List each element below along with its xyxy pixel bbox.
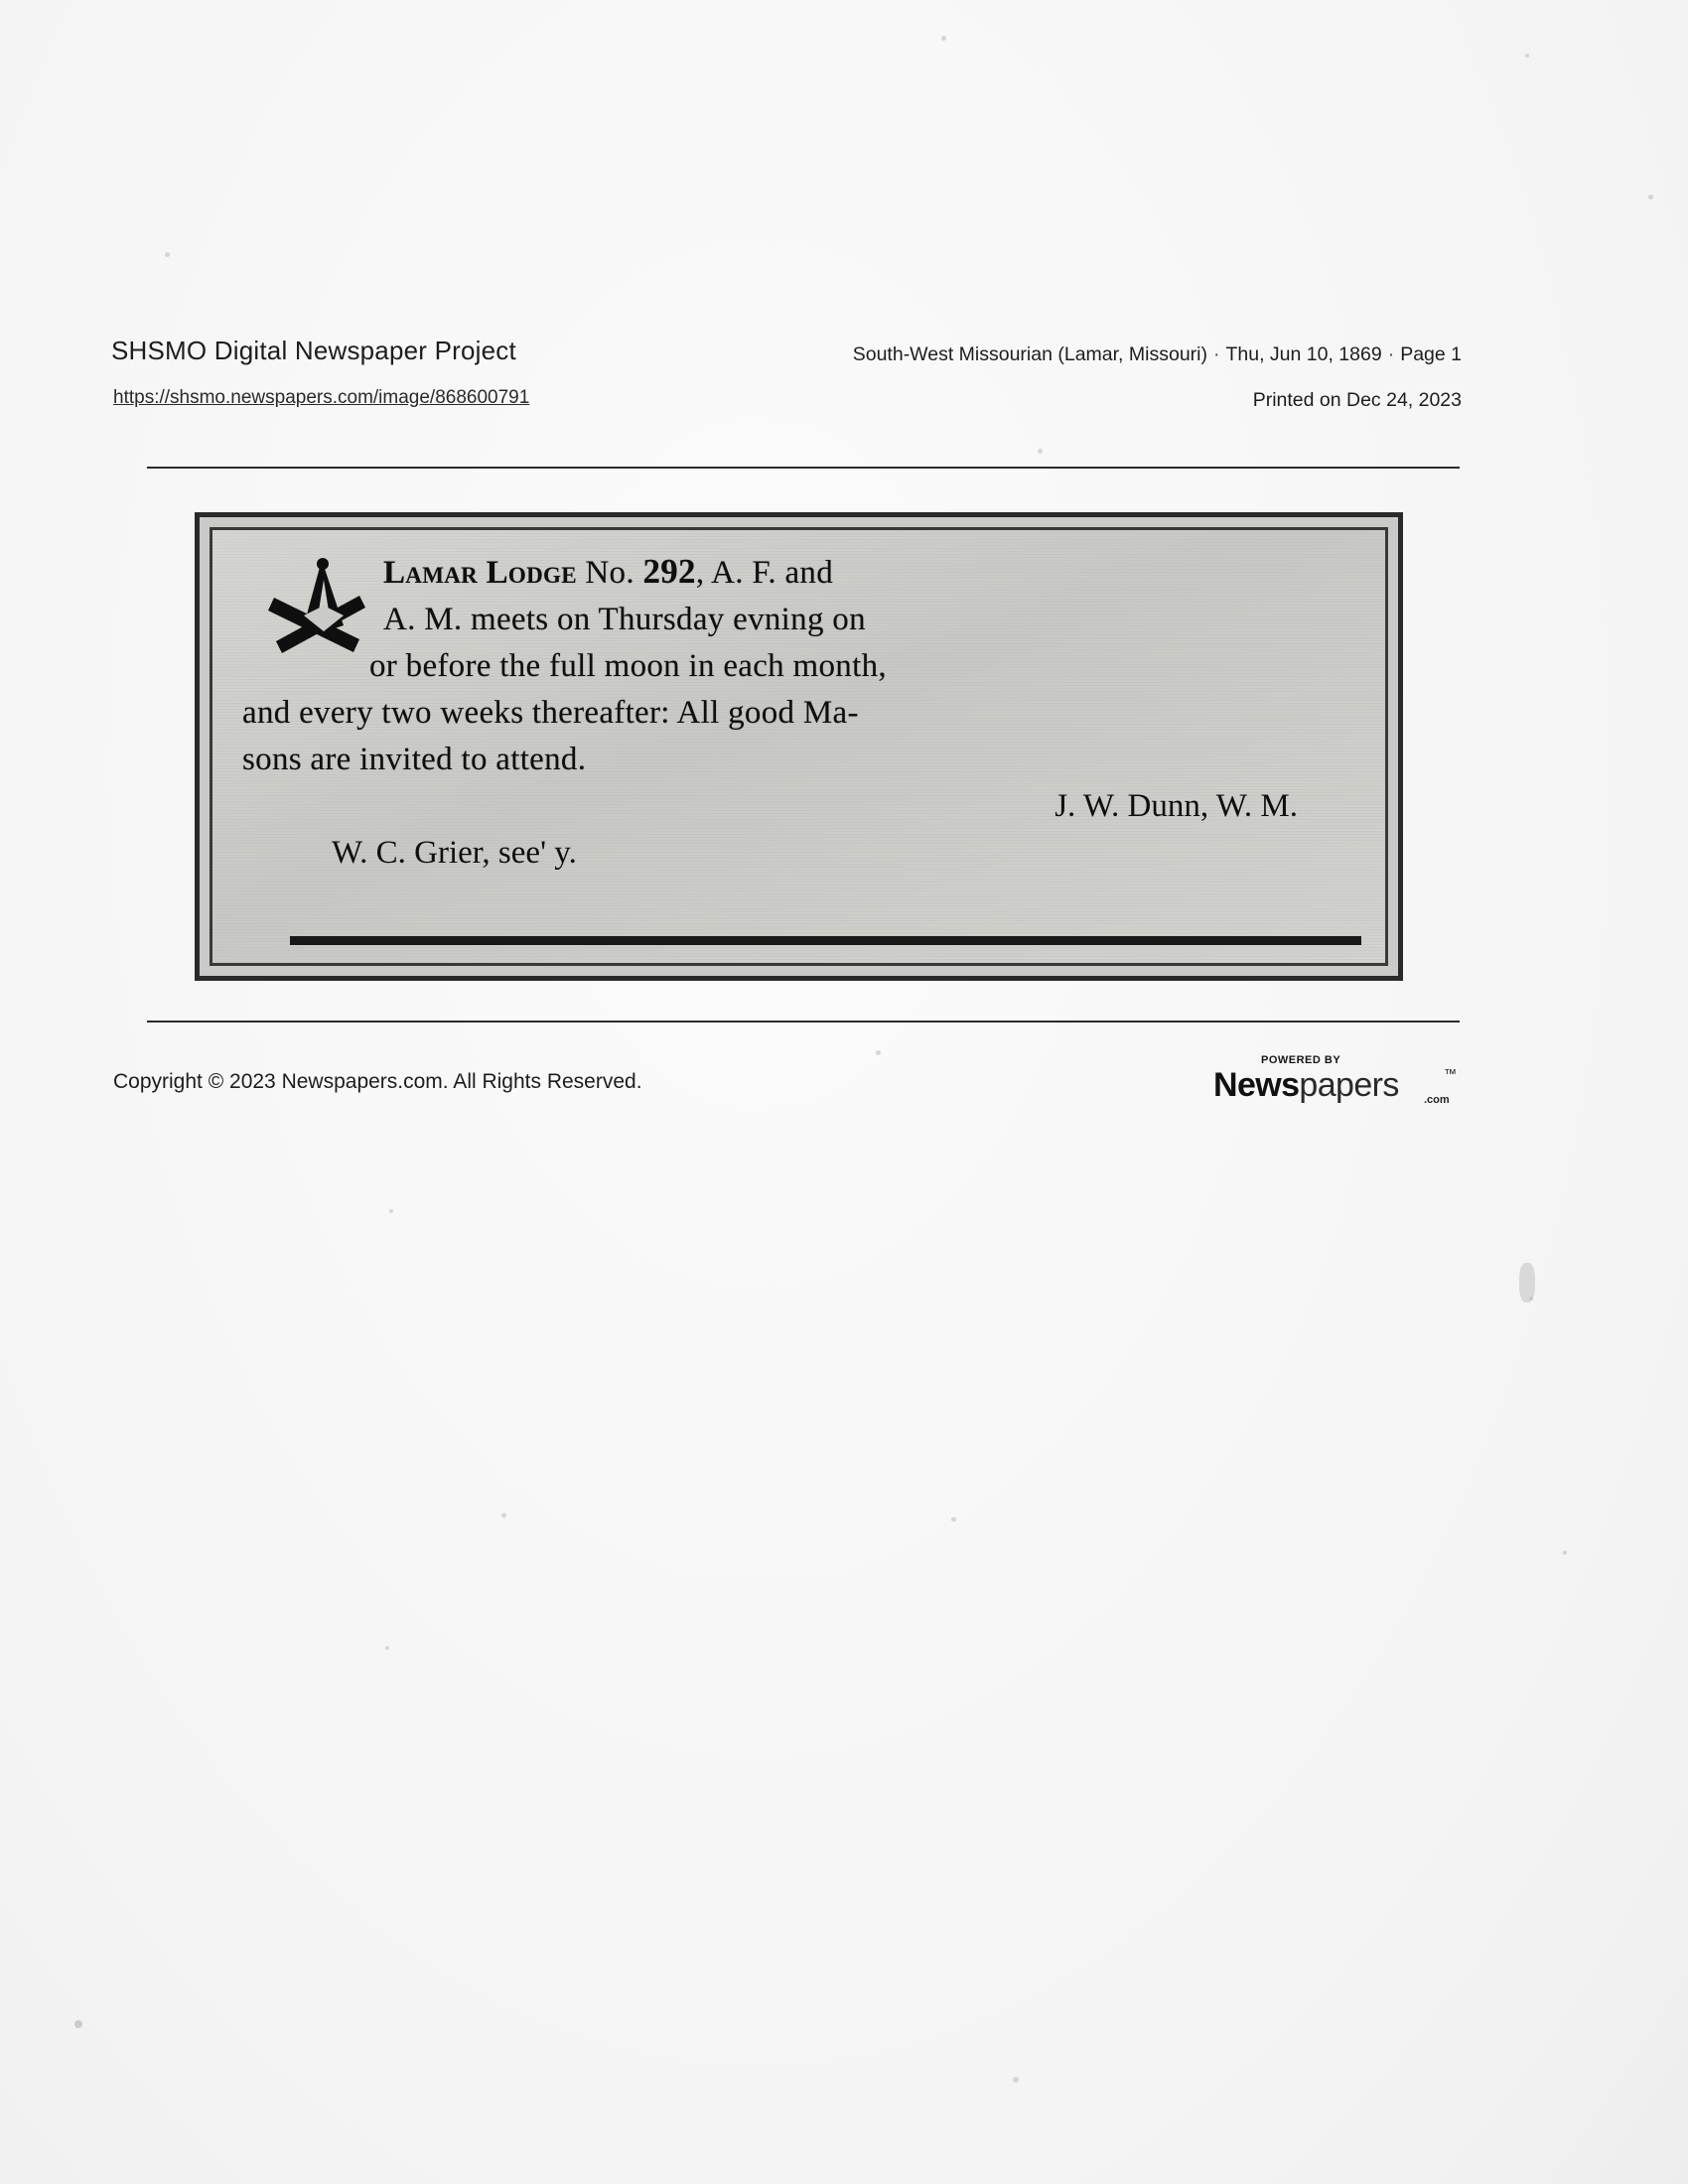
citation-paper: South-West Missourian (Lamar, Missouri)	[852, 343, 1207, 365]
ad-signature-worshipful-master: J. W. Dunn, W. M.	[1055, 788, 1298, 824]
lodge-name: Lamar Lodge	[383, 555, 577, 591]
lodge-number: 292	[642, 552, 696, 591]
citation-line	[853, 343, 1462, 366]
clipping-bottom-rule	[290, 936, 1361, 945]
ad-line-1	[236, 548, 1367, 597]
dust-speck	[1013, 2077, 1019, 2083]
brand-name-bold: News	[1213, 1066, 1300, 1104]
dust-speck	[941, 36, 946, 41]
brand-dotcom-label: .com	[1424, 1094, 1450, 1106]
citation-page: Page 1	[1400, 343, 1462, 365]
citation-date: Thu, Jun 10, 1869	[1225, 343, 1382, 365]
copyright-notice: Copyright © 2023 Newspapers.com. All Rights Reserved.	[113, 1070, 642, 1093]
advertisement-text	[236, 548, 1367, 923]
dust-speck	[1648, 195, 1653, 200]
source-url-link[interactable]: https://shsmo.newspapers.com/image/868600791	[113, 387, 530, 408]
powered-by-label: POWERED BY	[1261, 1054, 1341, 1066]
ad-line-1-rest-b: , A. F. and	[695, 555, 834, 591]
ad-line-2: A. M. meets on Thursday evning on	[383, 602, 866, 637]
dust-speck	[74, 2020, 82, 2028]
ad-signature-secretary: W. C. Grier, see' y.	[332, 835, 577, 871]
ad-line-3: or before the full moon in each month,	[369, 648, 887, 684]
newspaper-clipping[interactable]	[195, 512, 1403, 981]
dust-speck	[385, 1646, 389, 1650]
dust-speck	[951, 1517, 956, 1522]
dust-speck	[501, 1513, 506, 1518]
dust-speck	[1525, 54, 1529, 58]
brand-name-light: papers	[1299, 1066, 1399, 1104]
ad-line-1-rest-a: No.	[576, 555, 643, 591]
dust-speck	[1038, 449, 1043, 454]
newspapers-com-logo[interactable]	[1213, 1054, 1476, 1110]
ad-line-4: and every two weeks thereafter: All good Ma-	[242, 695, 859, 731]
trademark-symbol: ™	[1444, 1066, 1457, 1081]
footer-divider	[147, 1021, 1460, 1023]
page-title: SHSMO Digital Newspaper Project	[111, 336, 516, 365]
document-header	[111, 336, 1462, 445]
masonic-square-and-compasses-icon	[264, 554, 383, 673]
citation-separator-1: ·	[1212, 343, 1220, 365]
dust-speck	[389, 1209, 393, 1213]
clipping-inner-border	[210, 527, 1388, 966]
citation-separator-2: ·	[1387, 343, 1395, 365]
header-divider	[147, 467, 1460, 469]
dust-speck	[165, 252, 170, 257]
ad-line-5: sons are invited to attend.	[242, 742, 587, 777]
dust-speck	[1563, 1551, 1567, 1555]
dust-speck	[1519, 1263, 1535, 1302]
printed-on-label: Printed on Dec 24, 2023	[1252, 389, 1462, 411]
dust-speck	[876, 1050, 881, 1055]
brand-wordmark	[1213, 1066, 1399, 1105]
